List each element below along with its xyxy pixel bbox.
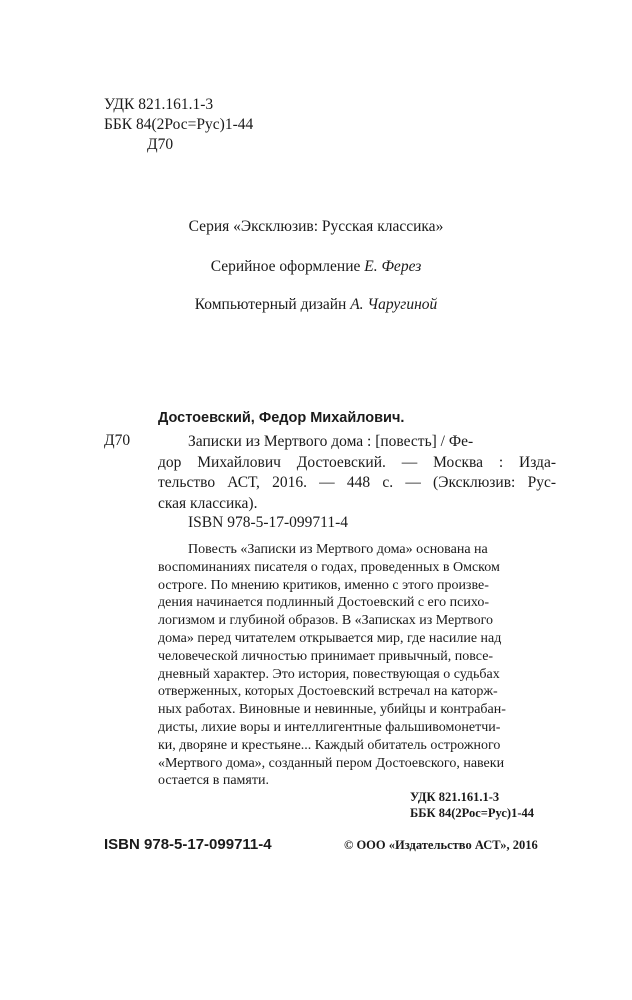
series-line: Серия «Эксклюзив: Русская классика» xyxy=(188,218,444,235)
catalog-line: ская классика). xyxy=(158,494,258,512)
catalog-isbn: ISBN 978-5-17-099711-4 xyxy=(188,514,349,531)
series-design-line xyxy=(0,258,632,276)
catalog-line: тельство АСТ, 2016. — 448 с. — (Эксклюзив: Рус- xyxy=(158,474,556,491)
annotation-line: остроге. По мнению критиков, именно с этого произве- xyxy=(158,577,489,593)
annotation-line: дения начинается подлинный Достоевский с его психо- xyxy=(158,595,489,611)
annotation-line: человеческой личностью принимает привычный, повсе- xyxy=(158,648,494,664)
annotation-line: дисты, лихие воры и интеллигентные фальшивомонетчи- xyxy=(158,719,501,735)
footer-copyright: © ООО «Издательство АСТ», 2016 xyxy=(344,838,538,852)
annotation-line: ки, дворяне и крестьяне... Каждый обитатель острожного xyxy=(158,737,501,753)
annotation-line: дневный характер. Это история, повествующая о судьбах xyxy=(158,666,500,682)
footer-udk: УДК 821.161.1-3 xyxy=(410,790,500,804)
footer-isbn: ISBN 978-5-17-099711-4 xyxy=(104,836,272,853)
annotation-line: логизмом и глубиной образов. В «Записках из Мертвого xyxy=(158,613,494,629)
catalog-line: Записки из Мертвого дома : [повесть] / Фе- xyxy=(188,433,474,450)
computer-design-label: Компьютерный дизайн xyxy=(194,296,347,313)
annotation-line: остается в памяти. xyxy=(158,773,269,789)
header-udk: УДК 821.161.1-3 xyxy=(104,96,214,113)
computer-design-name: А. Чаругиной xyxy=(350,296,438,313)
series-design-name: Е. Ферез xyxy=(364,258,422,275)
annotation-line: дома» перед читателем открывается мир, где насилие над xyxy=(158,630,502,646)
computer-design-line xyxy=(0,296,632,314)
catalog-description xyxy=(158,432,556,514)
annotation-line: отверженных, которых Достоевский встречал на каторж- xyxy=(158,684,498,700)
annotation-line: воспоминаниях писателя о годах, проведенных в Омском xyxy=(158,559,500,575)
header-author-code: Д70 xyxy=(147,136,174,153)
annotation-line: «Мертвого дома», созданный пером Достоевского, навеки xyxy=(158,755,505,771)
annotation-line: Повесть «Записки из Мертвого дома» основана на xyxy=(188,542,488,557)
header-bbk: ББК 84(2Рос=Рус)1-44 xyxy=(104,116,254,133)
catalog-author: Достоевский, Федор Михайлович. xyxy=(158,410,405,426)
annotation-line: ных работах. Виновные и невинные, убийцы и контрабан- xyxy=(158,702,506,718)
series-design-label: Серийное оформление xyxy=(210,258,361,275)
footer-bbk: ББК 84(2Рос=Рус)1-44 xyxy=(410,806,534,820)
catalog-line: дор Михайлович Достоевский. — Москва : Изда- xyxy=(158,453,556,471)
annotation-paragraph xyxy=(158,541,556,790)
catalog-author-code: Д70 xyxy=(104,432,131,449)
